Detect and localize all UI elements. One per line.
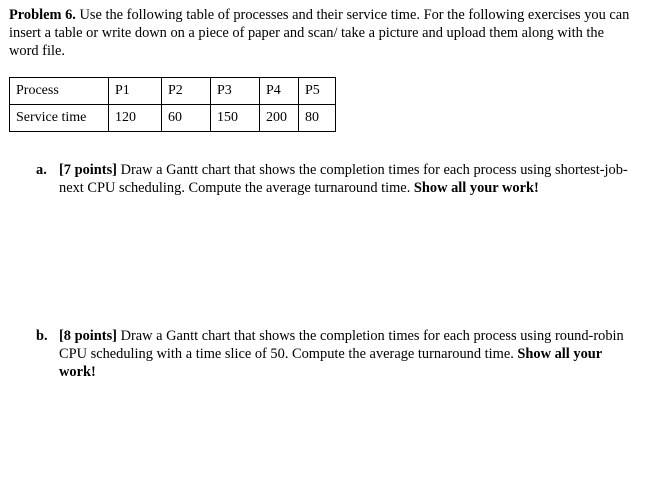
table-cell-service-time: 200 xyxy=(260,105,299,132)
question-text: Draw a Gantt chart that shows the completion times for each process using shortest-job-next CPU scheduling. Compute the average turnaround time. xyxy=(59,162,628,196)
table-cell-service-time: 120 xyxy=(109,105,162,132)
table-cell-process: P3 xyxy=(211,78,260,105)
table-cell-process: P2 xyxy=(162,78,211,105)
table-cell-service-time: 60 xyxy=(162,105,211,132)
process-table xyxy=(9,77,336,132)
table-row-service-time xyxy=(10,105,336,132)
question-a xyxy=(36,161,636,197)
problem-title: Problem 6. xyxy=(9,7,76,23)
question-letter: a. xyxy=(36,162,47,178)
question-body xyxy=(59,161,636,197)
question-points: [7 points] xyxy=(59,162,117,178)
table-row-label: Service time xyxy=(10,105,109,132)
table-cell-service-time: 150 xyxy=(211,105,260,132)
question-body xyxy=(59,327,636,381)
problem-intro-text: Use the following table of processes and their service time. For the following exercises you can insert a table or write down on a piece of paper and scan/ take a picture and upload them along with the word file. xyxy=(9,7,630,59)
table-header-label: Process xyxy=(10,78,109,105)
table-row-process xyxy=(10,78,336,105)
question-emphasis: Show all your work! xyxy=(413,180,539,196)
table-cell-process: P4 xyxy=(260,78,299,105)
question-text: Draw a Gantt chart that shows the completion times for each process using round-robin CPU scheduling with a time slice of 50. Compute the average turnaround time. xyxy=(59,328,624,362)
question-letter: b. xyxy=(36,328,48,344)
table-cell-process: P5 xyxy=(299,78,336,105)
table-cell-service-time: 80 xyxy=(299,105,336,132)
question-b xyxy=(36,327,636,381)
problem-statement xyxy=(9,6,634,60)
question-points: [8 points] xyxy=(59,328,117,344)
question-emphasis: Show all your work! xyxy=(59,346,602,380)
table-cell-process: P1 xyxy=(109,78,162,105)
